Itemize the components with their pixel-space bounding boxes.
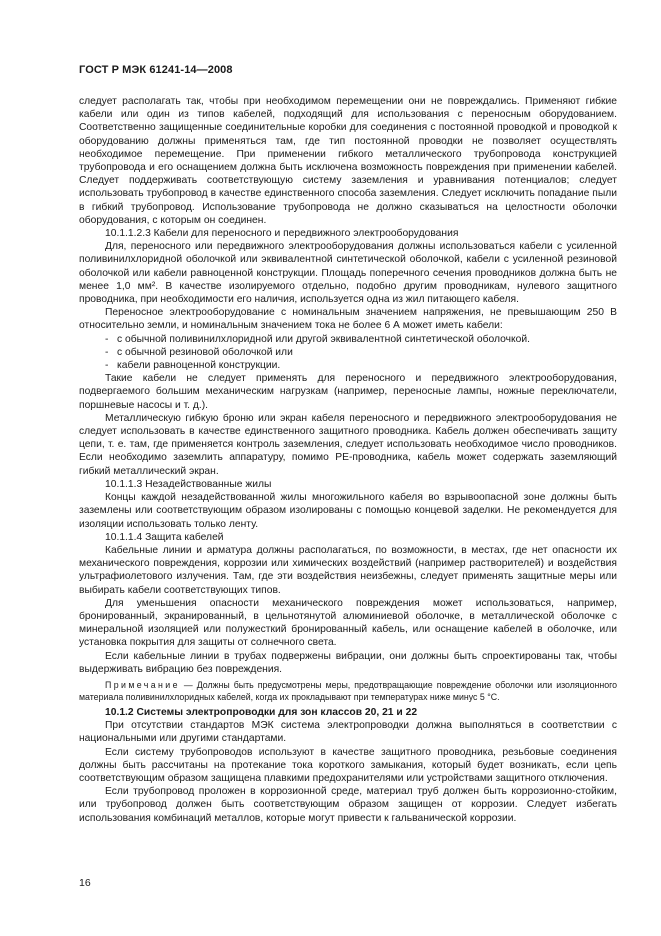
paragraph: Для, переносного или передвижного электрооборудования должны использоваться кабели с усиленной поливинилхлоридной оболочкой или эквивалентной синтетической оболочкой, кабели с усиленной резиновой оболочкой или кабели равноценной конструкции. Площадь поперечного сечения проводников должна быть не менее 1,0 мм². В качестве изолируемого отдельно, подобно другим проводникам, нулевого защитного проводника, при необходимости его наличия, используется одна из жил питающего кабеля.: [79, 241, 617, 306]
list-item: - с обычной резиновой оболочкой или: [105, 346, 293, 358]
paragraph: Концы каждой незадействованной жилы многожильного кабеля во взрывоопасной зоне должны быть заземлены или соответствующим образом изолированы с помощью концевой заделки. Не рекомендуется для изоляции использовать только ленту.: [79, 492, 617, 530]
clause-heading: 10.1.1.4 Защита кабелей: [105, 531, 224, 543]
paragraph: Такие кабели не следует применять для переносного и передвижного электрооборудования, подвергаемого большим механическим нагрузкам (например, переносные лампы, ножные переключатели, поршневые насосы и т. д.).: [79, 373, 617, 411]
paragraph: Переносное электрооборудование с номинальным значением напряжения, не превышающим 250 В относительно земли, и номинальным значением тока не более 6 А может иметь кабели:: [79, 307, 617, 332]
paragraph: Металлическую гибкую броню или экран кабеля переносного и передвижного электрооборудования не следует использовать в качестве единственного защитного проводника. Кабель должен обеспечивать защиту цепи, т. е. там, где применяется контроль заземления, следует использовать необходимое число проводников. Если необходимо заземлить аппаратуру, помимо РЕ-проводника, кабель может содержать заземляющий гибкий металлический экран.: [79, 412, 617, 477]
clause-heading: 10.1.1.2.3 Кабели для переносного и передвижного электрооборудования: [105, 228, 459, 240]
paragraph: следует располагать так, чтобы при необходимом перемещении они не повреждались. Применяют гибкие кабели или один из типов кабелей, подходящий для использования с переносным оборудованием. Соответственно защищенные соединительные коробки для соединения с постоянной проводкой и проводкой к оборудованию должны применяться там, где тип постоянной проводки не позволяет осуществлять необходимое перемещение. При применении гибкого металлического трубопровода конструкцией трубопровода и его оснащением должна быть исключена возможность повреждения при применении кабелей. Следует поддерживать соответствующую систему заземления и уравнивания потенциалов; следует использовать трубопровод в качестве единственного способа заземления. Следует исключить попадание пыли в гибкий трубопровод. Использование трубопровода не должно сказываться на целостности оболочки оборудования, с которым он соединен.: [79, 96, 617, 226]
paragraph: Если систему трубопроводов используют в качестве защитного проводника, резьбовые соединения должны быть рассчитаны на протекание тока короткого замыкания, который будет возникать, если цепь соответствующим образом защищена плавкими предохранителями или устройствами защитного отключения.: [79, 746, 617, 784]
page-header-title: ГОСТ Р МЭК 61241-14—2008: [79, 64, 233, 76]
paragraph: Если трубопровод проложен в коррозионной среде, материал труб должен быть коррозионно-стойким, или трубопровод должен быть соответствующим образом защищен от коррозии. Следует избегать использования комбинаций металлов, которые могут привести к гальванической коррозии.: [79, 786, 617, 824]
list-item: - кабели равноценной конструкции.: [105, 360, 281, 372]
section-heading: 10.1.2 Системы электропроводки для зон классов 20, 21 и 22: [105, 706, 418, 718]
document-body: [79, 95, 617, 825]
dash-bullet: -: [105, 360, 109, 372]
paragraph: При отсутствии стандартов МЭК система электропроводки должна выполняться в соответствии с национальными или другими стандартами.: [79, 720, 617, 745]
note-text: — Должны быть предусмотрены меры, предотвращающие повреждение оболочки или изоляционного материала поливинилхлоридных кабелей, когда их прокладывают при температурах ниже минус 5 °С.: [79, 679, 617, 702]
dash-bullet: -: [105, 346, 109, 358]
paragraph: Для уменьшения опасности механического повреждения может использоваться, например, бронированный, экранированный, в цельнотянутой алюминиевой оболочке, в металлической оболочке с минеральной изоляцией или полужесткий бронированный кабель, или оснащение кабелей в оболочке, или установка покрытия для защиты от солнечного света.: [79, 597, 617, 649]
dash-bullet: -: [105, 333, 109, 345]
note: [79, 679, 617, 703]
note-label: Примечание: [105, 679, 180, 690]
page-number: 16: [79, 877, 91, 889]
list-item: - с обычной поливинилхлоридной или другой эквивалентной синтетической оболочкой.: [105, 333, 530, 345]
clause-heading: 10.1.1.3 Незадействованные жилы: [105, 478, 272, 490]
paragraph: Если кабельные линии в трубах подвержены вибрации, они должны быть спроектированы так, чтобы выдерживать вибрацию без повреждения.: [79, 650, 617, 675]
paragraph: Кабельные линии и арматура должны располагаться, по возможности, в местах, где нет опасности их механического повреждения, коррозии или химических воздействий (например растворителей) и воздействия ультрафиолетового излучения. Там, где эти воздействия неизбежны, следует применять защитные меры или выбирать кабели соответствующих типов.: [79, 544, 617, 596]
